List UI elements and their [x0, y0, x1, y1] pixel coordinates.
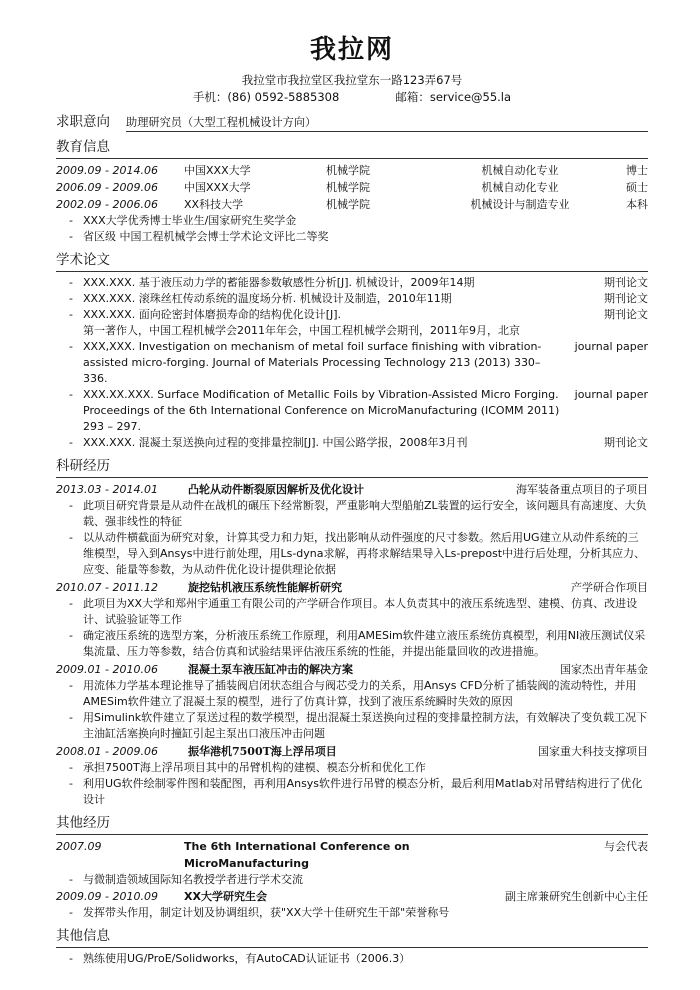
education-rows — [56, 162, 648, 213]
education-row — [56, 179, 648, 196]
project-title: 混凝土泵车液压缸冲击的解决方案 — [188, 663, 353, 676]
project-header — [56, 743, 648, 760]
project-title: 振华港机7500T海上浮吊项目 — [188, 745, 337, 758]
bullet-item — [56, 213, 648, 229]
bullet-dash: - — [69, 388, 73, 401]
bullet-text: 用Simulink软件建立了泵送过程的数学模型，提出混凝土泵送换向过程的变排量控制方法，有效解决了变负载工况下主油缸活塞换向时撞缸引起主泵出口液压冲击问题 — [83, 711, 648, 740]
bullet-text: 熟练使用UG/ProE/Solidworks，有AutoCAD认证证书（2006.3） — [83, 952, 411, 965]
education-notes — [56, 213, 648, 245]
other-exp-header — [56, 888, 648, 905]
objective — [56, 114, 648, 131]
project-source: 海军装备重点项目的子项目 — [516, 483, 648, 496]
other-exp-title: The 6th International Conference on MicroManufacturing — [184, 840, 410, 870]
bullet-dash: - — [69, 873, 73, 886]
bullet-dash: - — [69, 276, 73, 289]
contact-line — [56, 89, 648, 106]
bullet-item — [56, 872, 648, 888]
edu-degree: 硕士 — [626, 181, 648, 194]
other-info-notes — [56, 951, 648, 967]
bullet-item — [56, 275, 648, 291]
bullet-text: 以从动件横截面为研究对象，计算其受力和力矩，找出影响从动件强度的尺寸参数。然后用UG建立从动件系统的三维模型，导入到Ansys中进行前处理，用Ls-dyna求解，再将求解结果导入Ls-prepost中进行后处理，分析其应力、应变、能量等参数，为从动件优化设计提供理论依据 — [83, 531, 646, 576]
section-rule — [56, 271, 648, 272]
edu-degree: 本科 — [626, 198, 648, 211]
objective-rule — [126, 131, 648, 132]
bullet-item — [56, 628, 648, 660]
research-section — [56, 457, 648, 808]
bullet-text: 确定液压系统的选型方案，分析液压系统工作原理，利用AMESim软件建立液压系统仿真模型，利用NI液压测试仪采集流量、压力等参数，结合仿真和试验结果评估液压系统的性能，并提出能量回收的改进措施。 — [83, 629, 646, 658]
objective-value: 助理研究员（大型工程机械设计方向） — [126, 116, 317, 129]
bullet-text: 此项目为XX大学和郑州宇通重工有限公司的产学研合作项目。本人负责其中的液压系统选型、建模、仿真、改进设计、试验验证等工作 — [83, 597, 638, 626]
edu-school: 中国XXX大学 — [184, 181, 251, 194]
bullet-dash: - — [69, 230, 73, 243]
bullet-text: 此项目研究背景是从动件在战机的碾压下经常断裂，严重影响大型船舶ZL装置的运行安全，该问题具有高速度、大负载、强非线性的特征 — [83, 499, 647, 528]
bullet-dash: - — [69, 679, 73, 692]
bullet-dash: - — [69, 629, 73, 642]
section-title: 教育信息 — [56, 139, 110, 155]
section-title: 科研经历 — [56, 458, 110, 474]
project-title: 凸轮从动件断裂原因解析及优化设计 — [188, 483, 364, 496]
bullet-dash: - — [69, 292, 73, 305]
project-date: 2009.01 - 2010.06 — [56, 663, 158, 676]
section-rule — [56, 947, 648, 948]
education-row — [56, 162, 648, 179]
bullet-text: XXX.XXX. 滚珠丝杠传动系统的温度场分析. 机械设计及制造，2010年11期 — [83, 292, 452, 305]
bullet-text: XXX.XXX. 基于液压动力学的蓄能器参数敏感性分析[J]. 机械设计，2009年14期 — [83, 276, 475, 289]
bullet-item — [56, 678, 648, 710]
resume-page — [56, 34, 648, 967]
project-date: 2008.01 - 2009.06 — [56, 745, 158, 758]
paper-type: 期刊论文 — [604, 276, 648, 289]
other-exp-title: XX大学研究生会 — [184, 890, 267, 903]
bullet-text: XXX大学优秀博士毕业生/国家研究生奖学金 — [83, 214, 297, 227]
paper-type: 期刊论文 — [604, 436, 648, 449]
section-title: 其他信息 — [56, 928, 110, 944]
other-exp-header — [56, 838, 648, 872]
other-exp-role: 与会代表 — [604, 840, 648, 853]
edu-date: 2002.09 - 2006.06 — [56, 198, 158, 211]
bullet-dash: - — [69, 214, 73, 227]
bullet-dash: - — [69, 597, 73, 610]
bullet-text: 承担7500T海上浮吊项目其中的吊臂机构的建模、模态分析和优化工作 — [83, 761, 426, 774]
bullet-text: 用流体力学基本理论推导了插装阀启闭状态组合与阀芯受力的关系，用Ansys CFD分析了插装阀的流动特性，并用AMESim软件建立了混凝土泵的模型，进行了仿真计算，找到了液压系统瞬时失效的原因 — [83, 679, 637, 708]
bullet-dash: - — [69, 906, 73, 919]
paper-type: journal paper — [574, 388, 648, 401]
edu-degree: 博士 — [626, 164, 648, 177]
bullet-text: XXX.XXX. 面向砼密封体磨损寿命的结构优化设计[J]. 第一著作人，中国工程机械学会2011年年会，中国工程机械学会期刊，2011年9月，北京 — [83, 308, 520, 337]
edu-major: 机械自动化专业 — [481, 164, 559, 177]
bullet-dash: - — [69, 436, 73, 449]
bullet-item — [56, 387, 648, 435]
project-date: 2010.07 - 2011.12 — [56, 581, 158, 594]
bullet-dash: - — [69, 308, 73, 321]
project-date: 2013.03 - 2014.01 — [56, 483, 158, 496]
bullet-item — [56, 339, 648, 387]
edu-date: 2009.09 - 2014.06 — [56, 164, 158, 177]
section-title: 学术论文 — [56, 252, 110, 268]
bullet-text: XXX,XXX. Investigation on mechanism of metal foil surface finishing with vibration-assisted micro-forging. Journal of Materials Processing Technology 213 (2013) 330–336. — [83, 340, 542, 385]
edu-college: 机械学院 — [326, 181, 370, 194]
paper-type: 期刊论文 — [604, 292, 648, 305]
bullet-item — [56, 307, 648, 339]
edu-school: 中国XXX大学 — [184, 164, 251, 177]
bullet-item — [56, 498, 648, 530]
candidate-name: 我拉网 — [309, 35, 394, 65]
bullet-item — [56, 905, 648, 921]
paper-list — [56, 275, 648, 451]
project-source: 国家杰出青年基金 — [560, 663, 648, 676]
other-exp-list — [56, 838, 648, 921]
bullet-dash: - — [69, 711, 73, 724]
address: 我拉堂市我拉堂区我拉堂东一路123弄67号 — [241, 73, 463, 87]
edu-school: XX科技大学 — [184, 198, 244, 211]
edu-major: 机械自动化专业 — [481, 181, 559, 194]
phone: 手机：(86) 0592-5885308 — [192, 90, 340, 104]
bullet-item — [56, 435, 648, 451]
bullet-text: XXX.XX.XXX. Surface Modification of Metallic Foils by Vibration-Assisted Micro Forging. Proceedings of the 6th International Conference on MicroManufacturing (ICOMM 2011) 293 – 297. — [83, 388, 560, 433]
project-header — [56, 481, 648, 498]
edu-date: 2006.09 - 2009.06 — [56, 181, 158, 194]
bullet-dash: - — [69, 952, 73, 965]
project-source: 产学研合作项目 — [571, 581, 648, 594]
bullet-text: 与微制造领域国际知名教授学者进行学术交流 — [83, 873, 303, 886]
bullet-text: 利用UG软件绘制零件图和装配图，再利用Ansys软件进行吊臂的模态分析，最后利用Matlab对吊臂结构进行了优化设计 — [83, 777, 643, 806]
education-row — [56, 196, 648, 213]
bullet-dash: - — [69, 777, 73, 790]
email: 邮箱：service@55.la — [395, 90, 512, 104]
education-section — [56, 138, 648, 245]
project-source: 国家重大科技支撑项目 — [538, 745, 648, 758]
bullet-item — [56, 229, 648, 245]
edu-college: 机械学院 — [326, 164, 370, 177]
paper-type: journal paper — [574, 340, 648, 353]
section-title: 其他经历 — [56, 815, 110, 831]
bullet-item — [56, 776, 648, 808]
other-exp-date: 2009.09 - 2010.09 — [56, 890, 158, 903]
bullet-item — [56, 291, 648, 307]
project-list — [56, 481, 648, 808]
bullet-dash: - — [69, 499, 73, 512]
project-header — [56, 661, 648, 678]
other-exp-role: 副主席兼研究生创新中心主任 — [505, 890, 648, 903]
objective-label: 求职意向 — [56, 114, 110, 130]
bullet-item — [56, 760, 648, 776]
bullet-text: 省区级 中国工程机械学会博士学术论文评比二等奖 — [83, 230, 329, 243]
bullet-item — [56, 710, 648, 742]
papers-section — [56, 251, 648, 451]
project-title: 旋挖钻机液压系统性能解析研究 — [188, 581, 342, 594]
edu-major: 机械设计与制造专业 — [470, 198, 570, 211]
bullet-text: 发挥带头作用，制定计划及协调组织，获"XX大学十佳研究生干部"荣誉称号 — [83, 906, 450, 919]
bullet-text: XXX.XXX. 混凝土泵送换向过程的变排量控制[J]. 中国公路学报，2008年3月刊 — [83, 436, 468, 449]
other-exp-date: 2007.09 — [56, 840, 102, 853]
bullet-dash: - — [69, 761, 73, 774]
other-exp-section — [56, 814, 648, 921]
bullet-item — [56, 530, 648, 578]
bullet-dash: - — [69, 531, 73, 544]
bullet-item — [56, 951, 648, 967]
other-info-section — [56, 927, 648, 967]
section-rule — [56, 834, 648, 835]
section-rule — [56, 158, 648, 159]
edu-college: 机械学院 — [326, 198, 370, 211]
bullet-dash: - — [69, 340, 73, 353]
section-rule — [56, 477, 648, 478]
bullet-item — [56, 596, 648, 628]
project-header — [56, 579, 648, 596]
paper-type: 期刊论文 — [604, 308, 648, 321]
